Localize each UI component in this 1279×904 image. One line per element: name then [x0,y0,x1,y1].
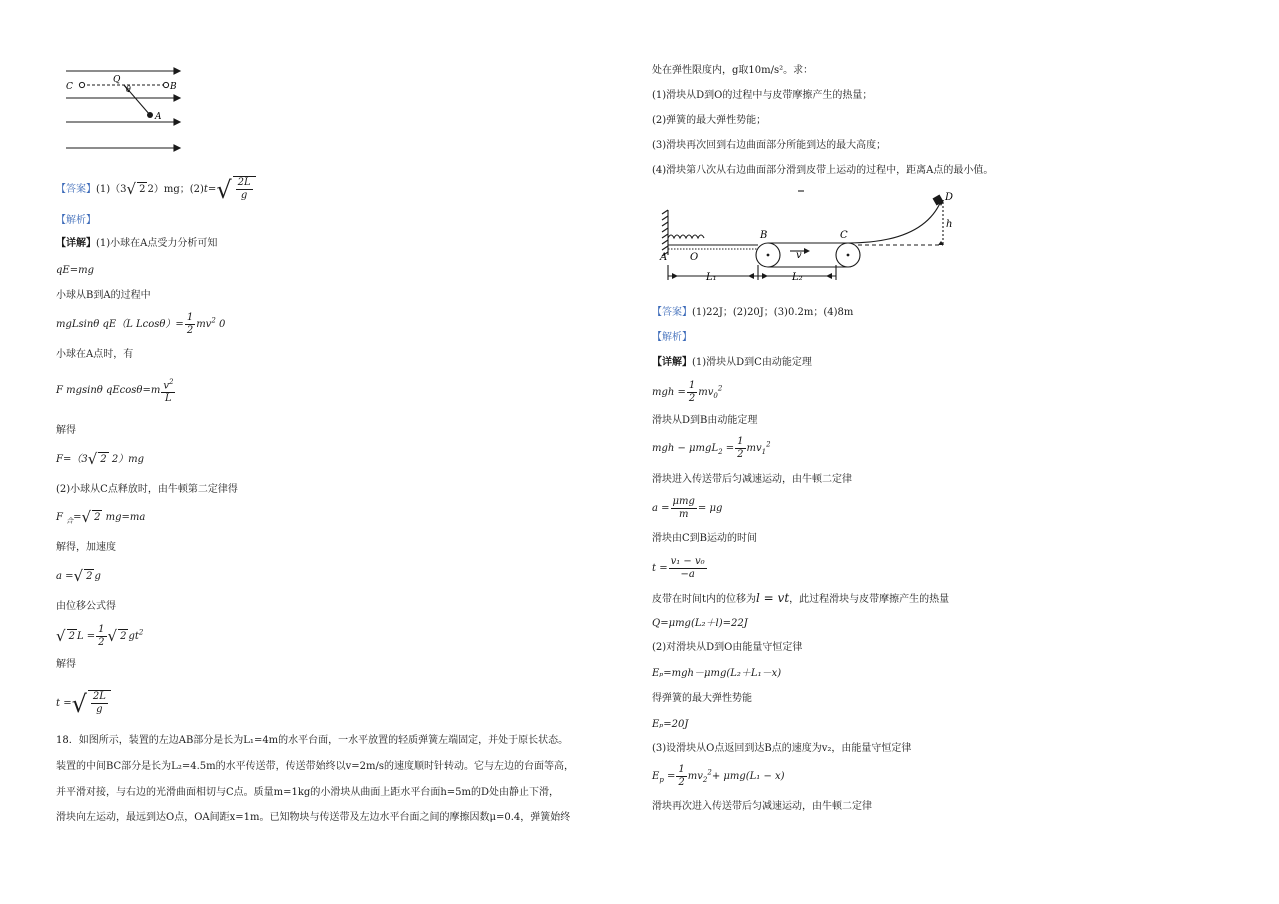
question-3: (3)滑块再次回到右边曲面部分所能到达的最大高度； [652,140,887,151]
svg-text:A: A [660,252,668,263]
eq-5: Q=μmg(L₂＋l)=22J [652,618,748,629]
text-solve-acc: 解得，加速度 [56,542,116,553]
eq-force: F mgsinθ qEcosθ=m $\frac{v^2}{L}$ [56,378,174,405]
text-b-to-a: 小球从B到A的过程中 [56,290,151,301]
svg-text:O: O [690,252,699,263]
text-part2: (2)对滑块从D到O由能量守恒定律 [652,642,803,653]
svg-text:C: C [66,82,73,92]
field-diagram [62,62,192,154]
line-elastic: 处在弹性限度内，g取10m/s²。求： [652,65,814,76]
analysis-tag: 【解析】 [56,215,96,226]
svg-text:Q: Q [113,75,121,85]
svg-text:L₁: L₁ [706,272,717,283]
text-solve2: 解得 [56,659,76,670]
text-final: 滑块再次进入传送带后匀减速运动，由牛顿二定律 [652,801,872,812]
detail-line: 【详解】(1)小球在A点受力分析可知 [56,238,218,249]
eq-qe: qE=mg [56,265,94,276]
q18-line1: 18．如图所示，装置的左边AB部分是长为L₁=4m的水平台面，一水平放置的轻质弹簧左端固定，并处于原长状态。 [56,735,569,746]
eq-t: t =√ $\frac{2L}{g}$ [56,690,111,716]
text-c-to-b: 滑块由C到B运动的时间 [652,533,757,544]
eq-f: F=（3√ 2 2）mg [56,450,145,468]
svg-text:A: A [155,112,162,122]
text-max-ep: 得弹簧的最大弹性势能 [652,693,752,704]
text-d-to-b: 滑块从D到B由动能定理 [652,415,758,426]
text-part3: (3)设滑块从O点返回到达B点的速度为v₂，由能量守恒定律 [652,743,912,754]
text-part2: (2)小球从C点释放时，由牛顿第二定律得 [56,484,238,495]
question-2: (2)弹簧的最大弹性势能； [652,115,767,126]
eq-3: a = $\frac{\text{μmg}}{m}$ = μg [652,496,723,520]
answer-line: 【答案】(1)（3√ 2 2）mg；(2)t=√ $\frac{2L}{g}$ [56,176,256,202]
answer-line: 【答案】(1)22J；(2)20J；(3)0.2m；(4)8m [652,307,854,318]
q18-line2: 装置的中间BC部分是长为L₂=4.5m的水平传送带，传送带始终以v=2m/s的速度顺时针转动。它与左边的台面等高， [56,761,574,772]
question-4: (4)滑块第八次从右边曲面部分滑到皮带上运动的过程中，距离A点的最小值。 [652,165,994,176]
svg-text:θ: θ [126,85,131,94]
eq-a: a =√ 2 g [56,567,101,585]
eq-2: mgh − μmgL$_2$ = $\frac{1}{2}$ $mv_1^2$ [652,436,771,460]
svg-text:D: D [945,192,954,203]
eq-6: Eₚ=mgh－μmg(L₂＋L₁－x) [652,668,782,679]
eq-7: Eₚ=20J [652,719,689,730]
answer-tag: 【答案】 [56,184,96,195]
question-1: (1)滑块从D到O的过程中与皮带摩擦产生的热量； [652,90,873,101]
text-disp: 由位移公式得 [56,601,116,612]
svg-text:h: h [946,219,953,230]
eq-1: mgh = $\frac{1}{2}$ $mv_0^2$ [652,380,723,404]
eq-energy: mgLsinθ qE（L Lcosθ）= $\frac{1}{2}$ $mv^2$ 0 [56,312,226,336]
svg-text:B: B [760,230,768,241]
text-belt-disp: 皮带在时间t内的位移为l = vt，此过程滑块与皮带摩擦产生的热量 [652,591,950,605]
conveyor-diagram [658,188,958,292]
analysis-tag: 【解析】 [652,332,692,343]
q18-line4: 滑块向左运动，最远到达O点，OA间距x=1m。已知物块与传送带及左边水平台面之间的摩擦因数μ=0.4，弹簧始终 [56,812,571,823]
answer-tag: 【答案】 [652,307,692,318]
svg-text:v: v [796,250,802,261]
eq-newton: F $_合$=√ 2 mg=ma [56,508,146,526]
eq-disp: √ 2 L = $\frac{1}{2}$ √ 2 $gt^2$ [56,624,144,648]
eq-8: $E_p$ = $\frac{1}{2}$ $mv_2^2+ \mu mg(L_1 - x)$ [652,764,785,788]
text-solve1: 解得 [56,425,76,436]
q18-line3: 并平滑对接，与右边的光滑曲面相切与C点。质量m=1kg的小滑块从曲面上距水平台面h=5m的D处由静止下滑， [56,787,560,798]
eq-4: t = $\frac{\text{v₁ − v₀}}{-a}$ [652,556,705,580]
text-at-a: 小球在A点时，有 [56,349,134,360]
svg-text:B: B [170,82,177,92]
detail-line: 【详解】(1)滑块从D到C由动能定理 [652,357,812,368]
svg-text:L₂: L₂ [792,272,803,283]
svg-text:C: C [840,230,848,241]
text-belt-decel: 滑块进入传送带后匀减速运动，由牛顿二定律 [652,474,852,485]
